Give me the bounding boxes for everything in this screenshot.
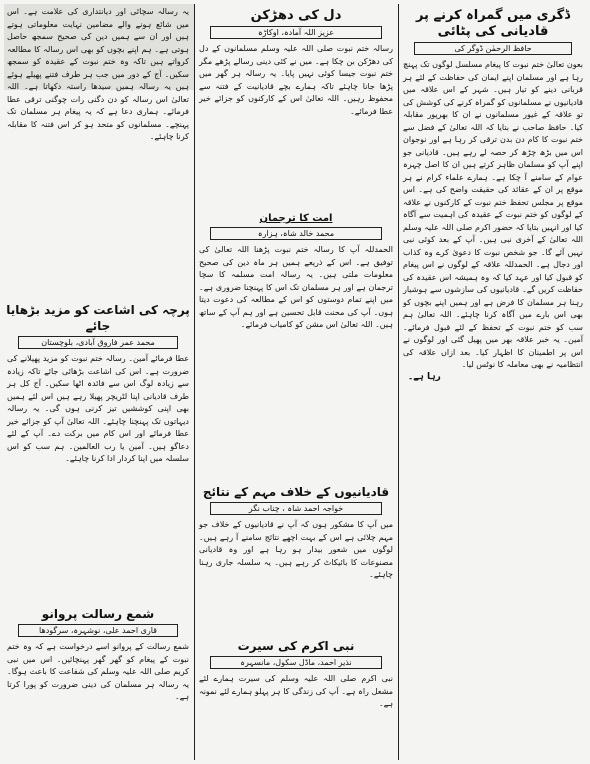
headline: دل کی دھڑکن [250, 8, 342, 23]
article-body: یہ رسالہ سچائی اور دیانتداری کی علامت ہے۔ اس میں شائع ہونے والے مضامین نہایت معلوماتی ہوتے ہیں اور ان سے ہمیں دین کی صحیح سمجھ حاصل ہوتی ہے۔ ہم اپنے بچوں کو بھی اس رسالہ کا مطالعہ کرواتے ہیں تاکہ وہ ختم نبوت کے عقیدہ کو سمجھ سکیں۔ آج کے دور میں جب ہر طرف فتنے پھیلے ہوئے ہیں یہ رسالہ ہمیں سیدھا راستہ دکھاتا ہے۔ اللہ تعالیٰ اس رسالہ کو دن دگنی رات چوگنی ترقی عطا فرمائے۔ ہماری دعا ہے کہ یہ پیغام ہر مسلمان تک پہنچے۔ مسلمانوں کو متحد ہو کر اس فتنہ کا مقابلہ کرنا چاہئے۔ [7, 7, 189, 141]
article-body: رسالہ ختم نبوت صلی اللہ علیہ وسلم مسلمانوں کے دل کی دھڑکن بن چکا ہے۔ میں نے کئی دینی رسالے پڑھے مگر ختم نبوت جیسا کوئی نہیں پایا۔ یہ رسالہ ہر گھر میں پڑھا جانا چاہئے تاکہ ہمارے بچے قادیانیت کے فتنہ سے محفوظ رہیں۔ اللہ تعالیٰ اس کے کارکنوں کو جزائے خیر عطا فرمائے۔ [199, 44, 393, 116]
byline: نذیر احمد، ماڈل سکول، مانسہرہ [210, 656, 382, 669]
article-closing: رہا ہے۔ [408, 371, 441, 382]
headline: قادیانیوں کے خلاف مہم کے نتائج [202, 485, 390, 499]
byline: محمد خالد شاہ، ہزارہ [210, 227, 382, 240]
article-campaign [196, 482, 396, 632]
article-body: الحمدللہ آپ کا رسالہ ختم نبوت پڑھنا اللہ تعالیٰ کی توفیق ہے۔ اس کے ذریعے ہمیں ہر ماہ دین کی صحیح معلومات ملتی ہیں۔ یہ رسالہ امت مسلمہ کا سچا ترجمان ہے اور ہر مسلمان تک اس کا پہنچنا ضروری ہے۔ میں اپنے تمام دوستوں کو اس کے مطالعہ کی دعوت دیتا ہوں۔ آپ کی محنت قابل تحسین ہے اور ہم آپ کے ساتھ ہیں۔ اللہ تعالیٰ اس مشن کو کامیاب فرمائے۔ [199, 245, 393, 329]
article-body: شمع رسالت کے پروانو اسے درخواست ہے کہ وہ ختم نبوت کے پیغام کو گھر گھر پہنچائیں۔ اس میں نبی کریم صلی اللہ علیہ وسلم کی شفاعت کا باعث ہوگا۔ یہ رسالہ ہر مسلمان کی دینی ضرورت کو پورا کرتا ہے۔ [7, 642, 189, 701]
article-degree [400, 6, 586, 758]
article-honesty [4, 6, 192, 296]
article-seerah [196, 636, 396, 760]
byline: قاری احمد علی، نوشہرہ، سرگودھا [18, 624, 178, 637]
middle-column [196, 0, 396, 764]
headline: امت کا ترجمان [259, 213, 333, 224]
article-body: بعون تعالیٰ ختم نبوت کا پیغام مسلسل لوگوں تک پہنچ رہا ہے اور مسلمان اپنے ایمان کی حفاظت کے لئے ہر قربانی دینے کو تیار ہیں۔ شہر کے اس علاقہ میں قادیانیوں نے مسلمانوں کو گمراہ کرنے کی کوشش کی تو علاقہ کے غیور مسلمانوں نے ان کا بھرپور مقابلہ کیا۔ حافظ صاحب نے بتایا کہ اللہ تعالیٰ کے فضل سے ختم نبوت کا کام دن بدن ترقی کر رہا ہے اور نوجوان اس میں بڑھ چڑھ کر حصہ لے رہے ہیں۔ قادیانی جو اپنے آپ کو مسلمان ظاہر کرتے ہیں ان کا اصل چہرہ عوام کے سامنے آ چکا ہے۔ ہمارے علماء کرام نے ہر موقع پر ان کے عقائد کی حقیقت واضح کی ہے۔ اس موقع پر مجلس تحفظ ختم نبوت کے کارکنوں نے علاقہ کے لوگوں کو ختم نبوت کے عقیدہ کی اہمیت سے آگاہ کیا اور انہیں بتایا کہ حضور اکرم صلی اللہ علیہ وسلم اللہ تعالیٰ کے آخری نبی ہیں۔ آپ کے بعد کوئی نبی نہیں آئے گا۔ جو شخص نبوت کا دعویٰ کرے وہ کذاب اور دجال ہے۔ الحمدللہ علاقہ کے لوگوں نے اس پیغام کو قبول کیا اور عہد کیا کہ وہ ہمیشہ اس عقیدہ کی حفاظت کریں گے۔ قادیانیوں کی سازشوں سے ہوشیار رہنا ہر مسلمان کا فرض ہے اور ہمیں اپنے بچوں کو بھی اس بارے میں آگاہ کرنا چاہئے۔ اللہ تعالیٰ ہم سب کو ختم نبوت کے تحفظ کے لئے قبول فرمائے۔ آمین۔ یہ خبر علاقہ بھر میں پھیل گئی اور لوگوں نے اس پر اطمینان کا اظہار کیا۔ بعد ازاں علاقہ کی انتظامیہ نے بھی معاملہ کا نوٹس لیا۔ [403, 60, 583, 369]
headline: شمع رسالت پروانو [41, 607, 155, 621]
byline: محمد عمر فاروق آبادی، بلوچستان [18, 336, 178, 349]
byline: خواجہ احمد شاہ ، چناب نگر [210, 502, 382, 515]
column-divider [194, 4, 195, 760]
byline: عزیز اللہ آمادہ، اوکاڑہ [210, 26, 382, 39]
headline: ڈگری میں گمراہ کرنے پر قادیانی کی پٹائی [415, 8, 571, 39]
article-body: نبی اکرم صلی اللہ علیہ وسلم کی سیرت ہمارے لئے مشعل راہ ہے۔ آپ کی زندگی کا ہر پہلو ہمارے لئے نمونہ ہے۔ [199, 674, 393, 708]
article-body: میں آپ کا مشکور ہوں کہ آپ نے قادیانیوں کے خلاف جو مہم چلائی ہے اس کے بہت اچھے نتائج سامنے آ رہے ہیں۔ لوگوں میں شعور بیدار ہو رہا ہے اور وہ قادیانی مصنوعات کا بائیکاٹ کر رہے ہیں۔ یہ سلسلہ جاری رہنا چاہئے۔ [199, 520, 393, 579]
article-candle [4, 604, 192, 760]
article-heartbeat [196, 6, 396, 206]
article-body: عطا فرمائے آمین۔ رسالہ ختم نبوت کو مزید پھیلانے کی ضرورت ہے۔ اس کی اشاعت بڑھائی جائے تاکہ زیادہ سے زیادہ لوگ اس سے فائدہ اٹھا سکیں۔ آج کل ہر طرف قادیانی اپنا لٹریچر پھیلا رہے ہیں اس لئے ہمیں بھی اپنی کوششیں تیز کرنی ہوں گی۔ یہ رسالہ دیہاتوں تک پہنچنا چاہئے۔ اللہ تعالیٰ آپ کو جزائے خیر عطا فرمائے اور اس کام میں برکت دے۔ آپ کے لئے دعاگو ہیں۔ آمین یا رب العالمین۔ ہم سب کو اس سلسلہ میں اپنا کردار ادا کرنا چاہئے۔ [7, 354, 189, 463]
left-column [4, 0, 192, 764]
right-column [400, 0, 586, 764]
headline: پرچہ کی اشاعت کو مزید بڑھایا جائے [6, 303, 190, 333]
article-ummah [196, 210, 396, 480]
headline: نبی اکرم کی سیرت [237, 639, 355, 653]
column-divider [398, 4, 399, 760]
byline: حافظ الرحمٰن ڈوگر کی [414, 42, 572, 55]
article-circulation [4, 300, 192, 600]
